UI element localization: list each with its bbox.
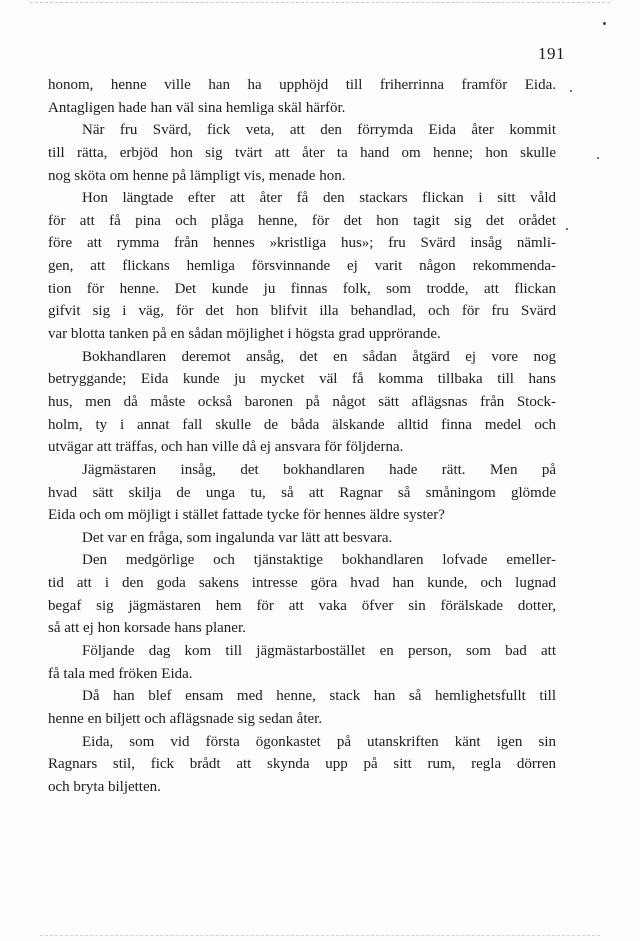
bottom-edge-rule xyxy=(40,935,600,936)
text-line: hus, men då måste också baronen på något sätt aflägsnas från Stock- xyxy=(48,393,556,410)
text-line: före att rymma från hennes »kristliga hus»; fru Svärd insåg nämli- xyxy=(48,235,556,252)
text-line: Det var en fråga, som ingalunda var lätt att besvara. xyxy=(82,529,393,546)
text-line: gen, att flickans hemliga försvinnande ej varit någon rekommenda- xyxy=(48,258,556,275)
text-line: När fru Svärd, fick veta, att den förrymda Eida åter kommit xyxy=(82,122,556,139)
print-speck xyxy=(597,157,599,159)
text-line: tid att i den goda sakens intresse göra hvad han kunde, och lugnad xyxy=(48,575,556,592)
print-speck xyxy=(570,90,572,92)
text-line: Jägmästaren insåg, det bokhandlaren hade rätt. Men på xyxy=(82,461,556,478)
print-speck xyxy=(603,22,606,25)
text-line: till rätta, erbjöd hon sig tvärt att åter ta hand om henne; hon skulle xyxy=(48,144,556,161)
text-line: Eida, som vid första ögonkastet på utanskriften känt igen sin xyxy=(82,733,556,750)
text-line: Då han blef ensam med henne, stack han så hemlighetsfullt till xyxy=(82,688,556,705)
text-line: henne en biljett och aflägsnade sig sedan åter. xyxy=(48,710,323,727)
text-line: Bokhandlaren deremot ansåg, det en sådan åtgärd ej vore nog xyxy=(82,348,556,365)
text-line: hvad sätt skilja de unga tu, så att Ragnar så småningom glömde xyxy=(48,484,556,501)
text-line: nog sköta om henne på lämpligt vis, menade hon. xyxy=(48,167,346,184)
text-line: utvägar att träffas, och han ville då ej ansvara för följderna. xyxy=(48,439,404,456)
text-line: för att få pina och plåga henne, för det hon tagit sig det orådet xyxy=(48,212,556,229)
text-line: Följande dag kom till jägmästarbostället en person, som bad att xyxy=(82,643,556,660)
text-line: Den medgörlige och tjänstaktige bokhandlaren lofvade emeller- xyxy=(82,552,556,569)
print-speck xyxy=(566,228,568,230)
text-line: Antagligen hade han väl sina hemliga skäl härför. xyxy=(48,99,346,116)
text-line: holm, ty i annat fall skulle de båda älskande alltid finna medel och xyxy=(48,416,556,433)
text-line: tion för henne. Det kunde ju finnas folk, som trodde, att flickan xyxy=(48,280,556,297)
text-line: Hon längtade efter att åter få den stackars flickan i sitt våld xyxy=(82,190,556,207)
page-number: 191 xyxy=(538,44,565,63)
text-line: och bryta biljetten. xyxy=(48,778,161,795)
text-line: honom, henne ville han ha upphöjd till friherrinna framför Eida. xyxy=(48,77,556,93)
text-line: få tala med fröken Eida. xyxy=(48,665,193,682)
text-line: begaf sig jägmästaren hem för att vaka öfver sin förälskade dotter, xyxy=(48,597,556,614)
top-edge-rule xyxy=(30,2,610,3)
text-line: Eida och om möjligt i stället fattade tycke för hennes äldre syster? xyxy=(48,507,445,524)
text-line: Ragnars stil, fick brådt att skynda upp på sitt rum, regla dörren xyxy=(48,756,556,773)
body-text xyxy=(48,74,556,799)
text-line: gifvit sig i väg, för det hon blifvit illa behandlad, och för fru Svärd xyxy=(48,303,556,320)
text-line: så att ej hon korsade hans planer. xyxy=(48,620,246,637)
text-line: betryggande; Eida kunde ju mycket väl få komma tillbaka till hans xyxy=(48,371,556,388)
text-line: var blotta tanken på en sådan möjlighet i högsta grad upprörande. xyxy=(48,326,441,343)
